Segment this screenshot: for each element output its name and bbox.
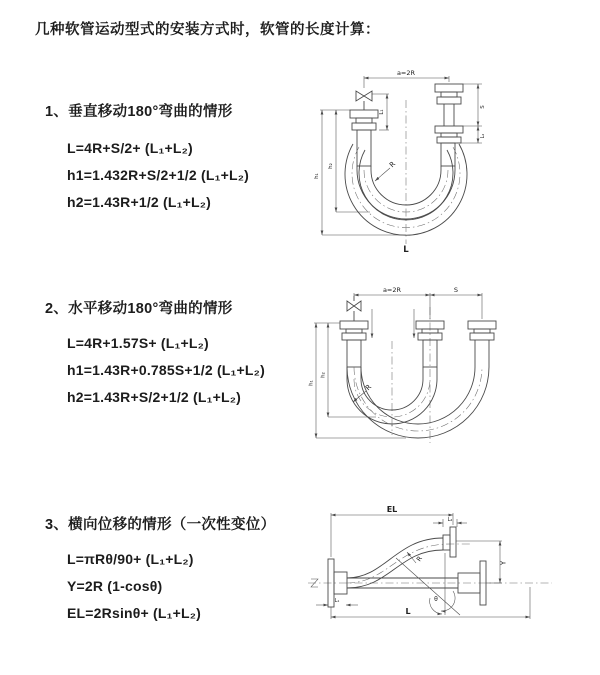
valve-icon xyxy=(356,91,372,101)
section-3-heading: 3、横向位移的情形（一次性变位） xyxy=(45,517,276,533)
hose-curve-centerline xyxy=(347,544,470,583)
dim-s-label: S xyxy=(453,286,459,294)
dimension-a xyxy=(354,286,482,319)
formula-line: Y=2R (1-cosθ) xyxy=(67,578,163,594)
upper-pipe-collar xyxy=(443,535,450,550)
section-3 xyxy=(45,513,275,627)
dimension-l1 xyxy=(372,94,389,130)
formula-line: L=πRθ/90+ (L₁+L₂) xyxy=(67,551,194,567)
radius-callout xyxy=(353,383,373,402)
length-label: L xyxy=(403,245,409,255)
upper-flange xyxy=(450,527,456,557)
radius-label: R xyxy=(388,160,398,170)
formula-line: h1=1.43R+0.785S+1/2 (L₁+L₂) xyxy=(67,362,265,378)
braided-hose-left xyxy=(357,130,371,166)
formula-line: EL=2Rsinθ+ (L₁+L₂) xyxy=(67,605,202,621)
page-title: 几种软管运动型式的安装方式时，软管的长度计算： xyxy=(35,22,380,38)
diagram-lateral-displacement xyxy=(300,501,590,646)
dim-a-label: a=2R xyxy=(382,286,402,294)
formula-line: h2=1.43R+1/2 (L₁+L₂) xyxy=(67,194,212,210)
dimension-l2 xyxy=(433,517,467,527)
dim-l2-label: L₂ xyxy=(447,517,453,523)
dimension-s xyxy=(430,286,482,295)
hose-curve xyxy=(347,538,443,578)
dim-el-label: EL xyxy=(386,505,398,514)
right-flange-lower xyxy=(435,126,463,143)
dimension-y xyxy=(456,541,508,583)
formula-line: h1=1.432R+S/2+1/2 (L₁+L₂) xyxy=(67,167,249,183)
dim-y-label: Y xyxy=(499,560,508,566)
theta-label: θ xyxy=(434,596,438,603)
dimension-h2 xyxy=(321,323,377,417)
dim-l-label: L xyxy=(405,607,411,616)
braided-hose-left xyxy=(347,340,361,367)
dimension-el xyxy=(331,505,453,557)
left-flange xyxy=(340,321,368,340)
dimension-s xyxy=(463,84,486,126)
dim-h2-label: h₂ xyxy=(320,372,327,378)
hose-arc-displaced xyxy=(347,367,489,438)
angle-arrow xyxy=(441,591,455,611)
section-2 xyxy=(45,297,265,411)
dim-l1-label: L₁ xyxy=(379,109,385,115)
radius-callout xyxy=(375,160,397,181)
dim-h2-label: h₂ xyxy=(328,163,334,169)
section-2-heading: 2、水平移动180°弯曲的情形 xyxy=(45,301,233,317)
dimension-l xyxy=(331,587,530,619)
diagram-horizontal-180-bend xyxy=(306,283,566,451)
right-flange-top xyxy=(435,84,463,104)
left-flange xyxy=(350,110,378,130)
braided-hose-right xyxy=(441,143,455,166)
formula-line: L=4R+1.57S+ (L₁+L₂) xyxy=(67,335,209,351)
right-flange xyxy=(468,321,496,340)
dim-h1-label: h₁ xyxy=(314,173,320,179)
formula-line: h2=1.43R+S/2+1/2 (L₁+L₂) xyxy=(67,389,242,405)
valve-icon xyxy=(347,301,361,311)
radius-label: R xyxy=(414,554,424,564)
section-1-heading: 1、垂直移动180°弯曲的情形 xyxy=(45,104,233,120)
hose-centerline-displaced xyxy=(354,367,482,431)
dimension-h1 xyxy=(314,110,406,235)
dimension-l1 xyxy=(316,598,358,605)
hose-centerline xyxy=(364,170,448,212)
formula-line: L=4R+S/2+ (L₁+L₂) xyxy=(67,140,193,156)
dim-l1-label: L₁ xyxy=(334,598,340,604)
dim-a-label: a=2R xyxy=(396,69,416,77)
dim-s-label: S xyxy=(480,105,486,109)
radius-label: R xyxy=(364,383,374,393)
dimension-a xyxy=(364,69,449,88)
section-1 xyxy=(45,100,249,216)
dim-h1-label: h₁ xyxy=(308,380,315,386)
dim-l2-label: L₂ xyxy=(480,133,486,139)
diagram-vertical-180-bend xyxy=(306,64,556,256)
